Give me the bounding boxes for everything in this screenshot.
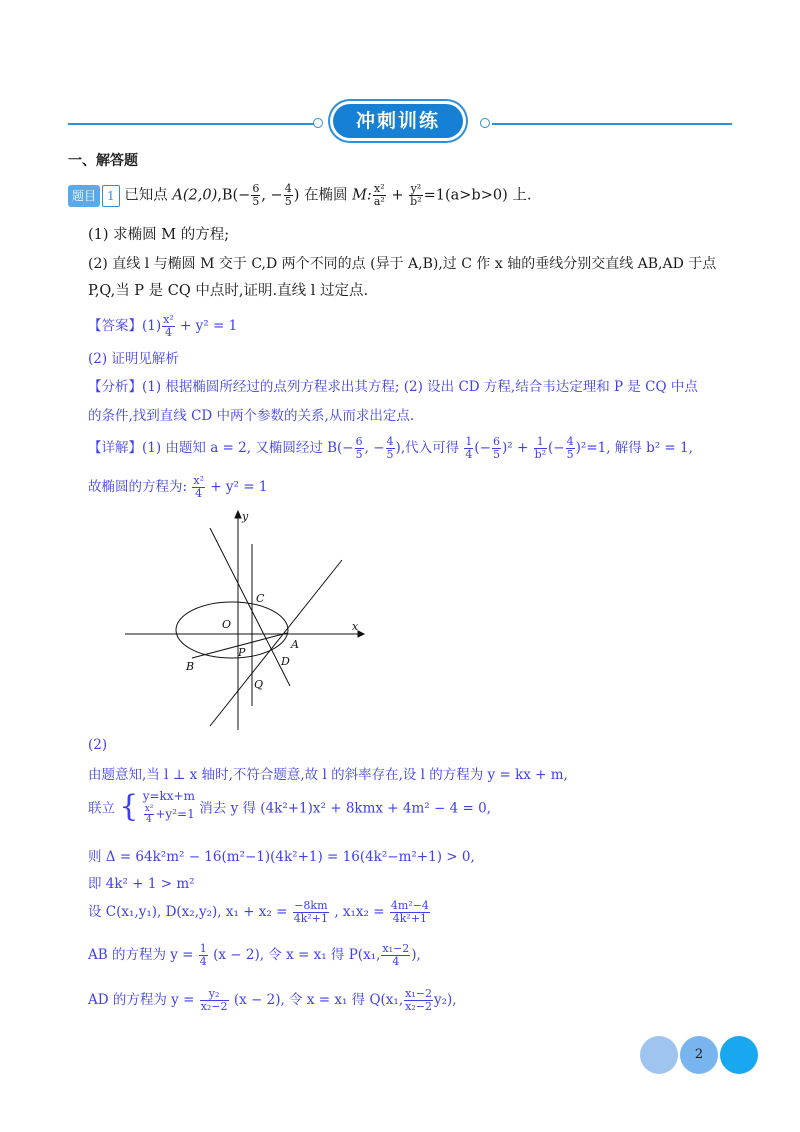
y-axis-arrow	[235, 511, 241, 518]
answer-part2: (2) 证明见解析	[88, 351, 179, 367]
label-p: P	[238, 646, 246, 659]
part2-line1: 由题意知,当 l ⊥ x 轴时,不符合题意,故 l 的斜率存在,设 l 的方程为 y = kx + m,	[88, 767, 568, 783]
label-y: y	[242, 510, 249, 523]
problem-tag: 题目	[68, 185, 100, 207]
analysis-line2: 的条件,找到直线 CD 中两个参数的关系,从而求出定点.	[88, 408, 415, 424]
label-c: C	[256, 592, 265, 605]
answer-part1: 【答案】(1) $\frac{\text{x²}}{4}$ + y² = 1	[88, 313, 238, 339]
label-x: x	[352, 620, 359, 633]
page-circle-mid: 2	[680, 1036, 718, 1074]
section-title: 一、解答题	[68, 153, 138, 169]
part2-delta: 则 Δ = 64k²m² − 16(m²−1)(4k²+1) = 16(4k²−m²+1) > 0,	[88, 849, 475, 865]
detail-line1: 【详解】(1) 由题知 a = 2, 又椭圆经过 B(− $\frac{6}{5}$ , − $\frac{4}{5}$ ),代入可得 $\frac{1}{4}$ (− $\frac{6}{5}$ )² + $\frac{1}{\text{b²}}$ (− $\frac{4}{5}$ )²=1, 解得 b² = 1,	[88, 435, 693, 461]
header-circle-left	[313, 118, 323, 128]
part2-ad-line: AD 的方程为 y = $\frac{\text{y₂}}{\text{x₂−2}}$ (x − 2), 令 x = x₁ 得 Q(x₁, $\frac{\text{x₁−2}}{\text{x₂−2}}$ y₂),	[88, 987, 457, 1013]
label-q: Q	[254, 678, 264, 691]
analysis-line1: 【分析】(1) 根据椭圆所经过的点列方程求出其方程; (2) 设出 CD 方程,结合韦达定理和 P 是 CQ 中点	[88, 379, 698, 395]
problem-part2-line1: (2) 直线 l 与椭圆 M 交于 C,D 两个不同的点 (异于 A,B),过 C 作 x 轴的垂线分别交直线 AB,AD 于点	[88, 256, 717, 272]
detail-line2: 故椭圆的方程为: $\frac{\text{x²}}{4}$ + y² = 1	[88, 474, 268, 500]
page-title: 冲刺训练	[333, 104, 463, 138]
label-b: B	[186, 660, 195, 673]
ellipse-figure	[120, 508, 370, 733]
problem-number: 1	[102, 185, 120, 207]
header-line-right	[492, 123, 732, 125]
part2-ab-line: AB 的方程为 y = $\frac{1}{4}$ (x − 2), 令 x = x₁ 得 P(x₁, $\frac{\text{x₁−2}}{4}$ ),	[88, 942, 421, 968]
problem-part1: (1) 求椭圆 M 的方程;	[88, 227, 230, 243]
page-circle-left	[640, 1036, 678, 1074]
part2-vieta: 设 C(x₁,y₁), D(x₂,y₂), x₁ + x₂ = $\frac{-8km}{\text{4k²+1}}$ , x₁x₂ = $\frac{\text{4m²−4}}{\text{4k²+1}}$	[88, 899, 429, 925]
line-l	[210, 528, 290, 686]
part2-label: (2)	[88, 737, 108, 753]
problem-stem: 题目 1 已知点 A(2,0),B(− $\frac{6}{5}$ , − $\frac{4}{5}$ ) 在椭圆 M: $\frac{\text{x²}}{\text{a²}}$ + $\frac{\text{y²}}{\text{b²}}$ =1(a>b>0) 上.	[68, 183, 748, 208]
page-circle-right	[720, 1036, 758, 1074]
part2-system: 联立 { y=kx+m $\frac{\text{x²}}{4}$ +y²=1 消去 y 得 (4k²+1)x² + 8kmx + 4m² − 4 = 0,	[88, 788, 491, 825]
header-circle-right	[480, 118, 490, 128]
line-ad	[210, 560, 342, 726]
page-number-badge	[640, 1036, 758, 1074]
problem-part2-line2: P,Q,当 P 是 CQ 中点时,证明.直线 l 过定点.	[88, 283, 369, 299]
label-a: A	[291, 638, 299, 651]
label-d: D	[281, 655, 290, 668]
part2-inequality: 即 4k² + 1 > m²	[88, 876, 195, 892]
x-axis-arrow	[358, 631, 364, 637]
label-o: O	[222, 618, 232, 631]
header-line-left	[68, 123, 314, 125]
